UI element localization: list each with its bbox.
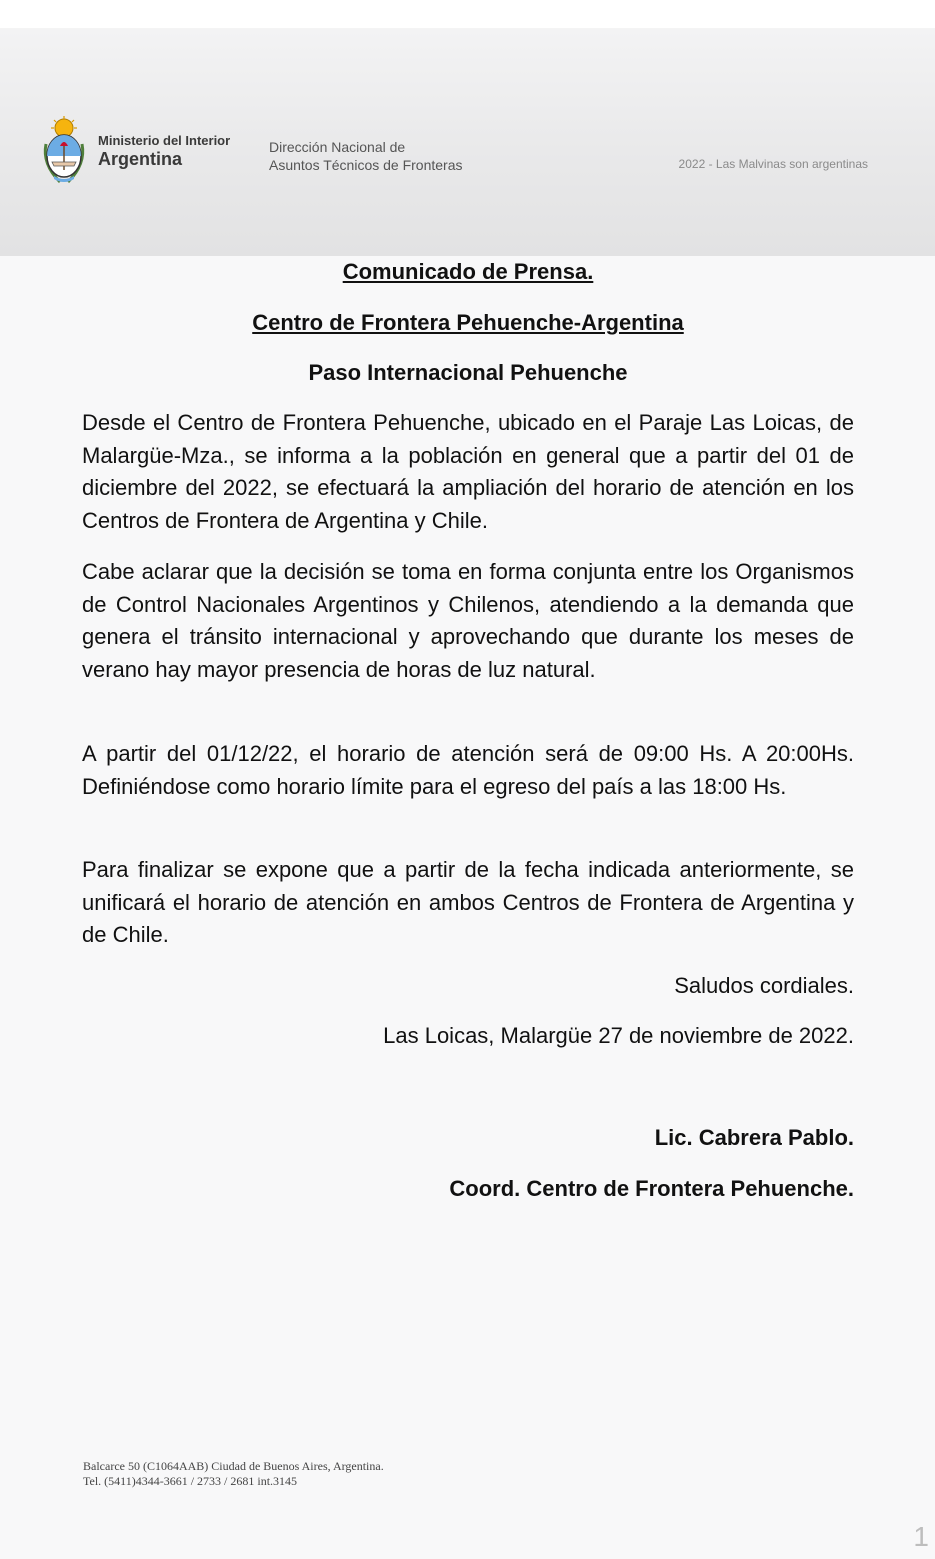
document-title-text: Comunicado de Prensa. <box>342 259 594 284</box>
paragraph-announcement: Desde el Centro de Frontera Pehuenche, ubicado en el Paraje Las Loicas, de Malargüe-Mza., se informa a la población en general que a partir del 01 de diciembre del 2022, se efectuará la ampliación del horario de atención en los Centros de Frontera de Argentina y Chile. <box>82 410 854 533</box>
year-motto: 2022 - Las Malvinas son argentinas <box>678 157 868 171</box>
page-number: 1 <box>913 1521 929 1552</box>
place-and-date: Las Loicas, Malargüe 27 de noviembre de 2022. <box>383 1023 854 1048</box>
signature-title: Coord. Centro de Frontera Pehuenche. <box>449 1176 854 1201</box>
document-subtitle <box>82 307 854 340</box>
document-subheading: Paso Internacional Pehuenche <box>308 360 628 385</box>
footer-phone: Tel. (5411)4344-3661 / 2733 / 2681 int.3145 <box>83 1474 298 1488</box>
directorate-line-1: Dirección Nacional de <box>269 139 406 155</box>
directorate-line-2: Asuntos Técnicos de Fronteras <box>269 157 463 174</box>
footer-address: Balcarce 50 (C1064AAB) Ciudad de Buenos Aires, Argentina. <box>83 1459 384 1473</box>
paragraph-clarification: Cabe aclarar que la decisión se toma en forma conjunta entre los Organismos de Control Nacionales Argentinos y Chilenos, atendiendo a la demanda que genera el tránsito internacional y aprovechando que durante los meses de verano hay mayor presencia de horas de luz natural. <box>82 559 854 682</box>
document-subtitle-text: Centro de Frontera Pehuenche-Argentina <box>252 310 684 335</box>
directorate-name <box>269 138 463 174</box>
document-title <box>82 256 854 289</box>
country-name: Argentina <box>98 149 183 170</box>
ministry-logo-text <box>98 134 230 170</box>
ministry-name: Ministerio del Interior <box>98 133 231 148</box>
signature-name: Lic. Cabrera Pablo. <box>654 1125 854 1150</box>
paragraph-conclusion: Para finalizar se expone que a partir de la fecha indicada anteriormente, se unificará el horario de atención en ambos Centros de Frontera de Argentina y de Chile. <box>82 857 854 947</box>
coat-of-arms-icon <box>40 116 88 186</box>
letterhead <box>0 0 935 256</box>
header-top-strip <box>0 0 935 28</box>
paragraph-schedule: A partir del 01/12/22, el horario de atención será de 09:00 Hs. A 20:00Hs. Definiéndose como horario límite para el egreso del país a las 18:00 Hs. <box>82 741 854 799</box>
letterhead-footer <box>83 1459 384 1489</box>
closing-greeting: Saludos cordiales. <box>674 973 854 998</box>
